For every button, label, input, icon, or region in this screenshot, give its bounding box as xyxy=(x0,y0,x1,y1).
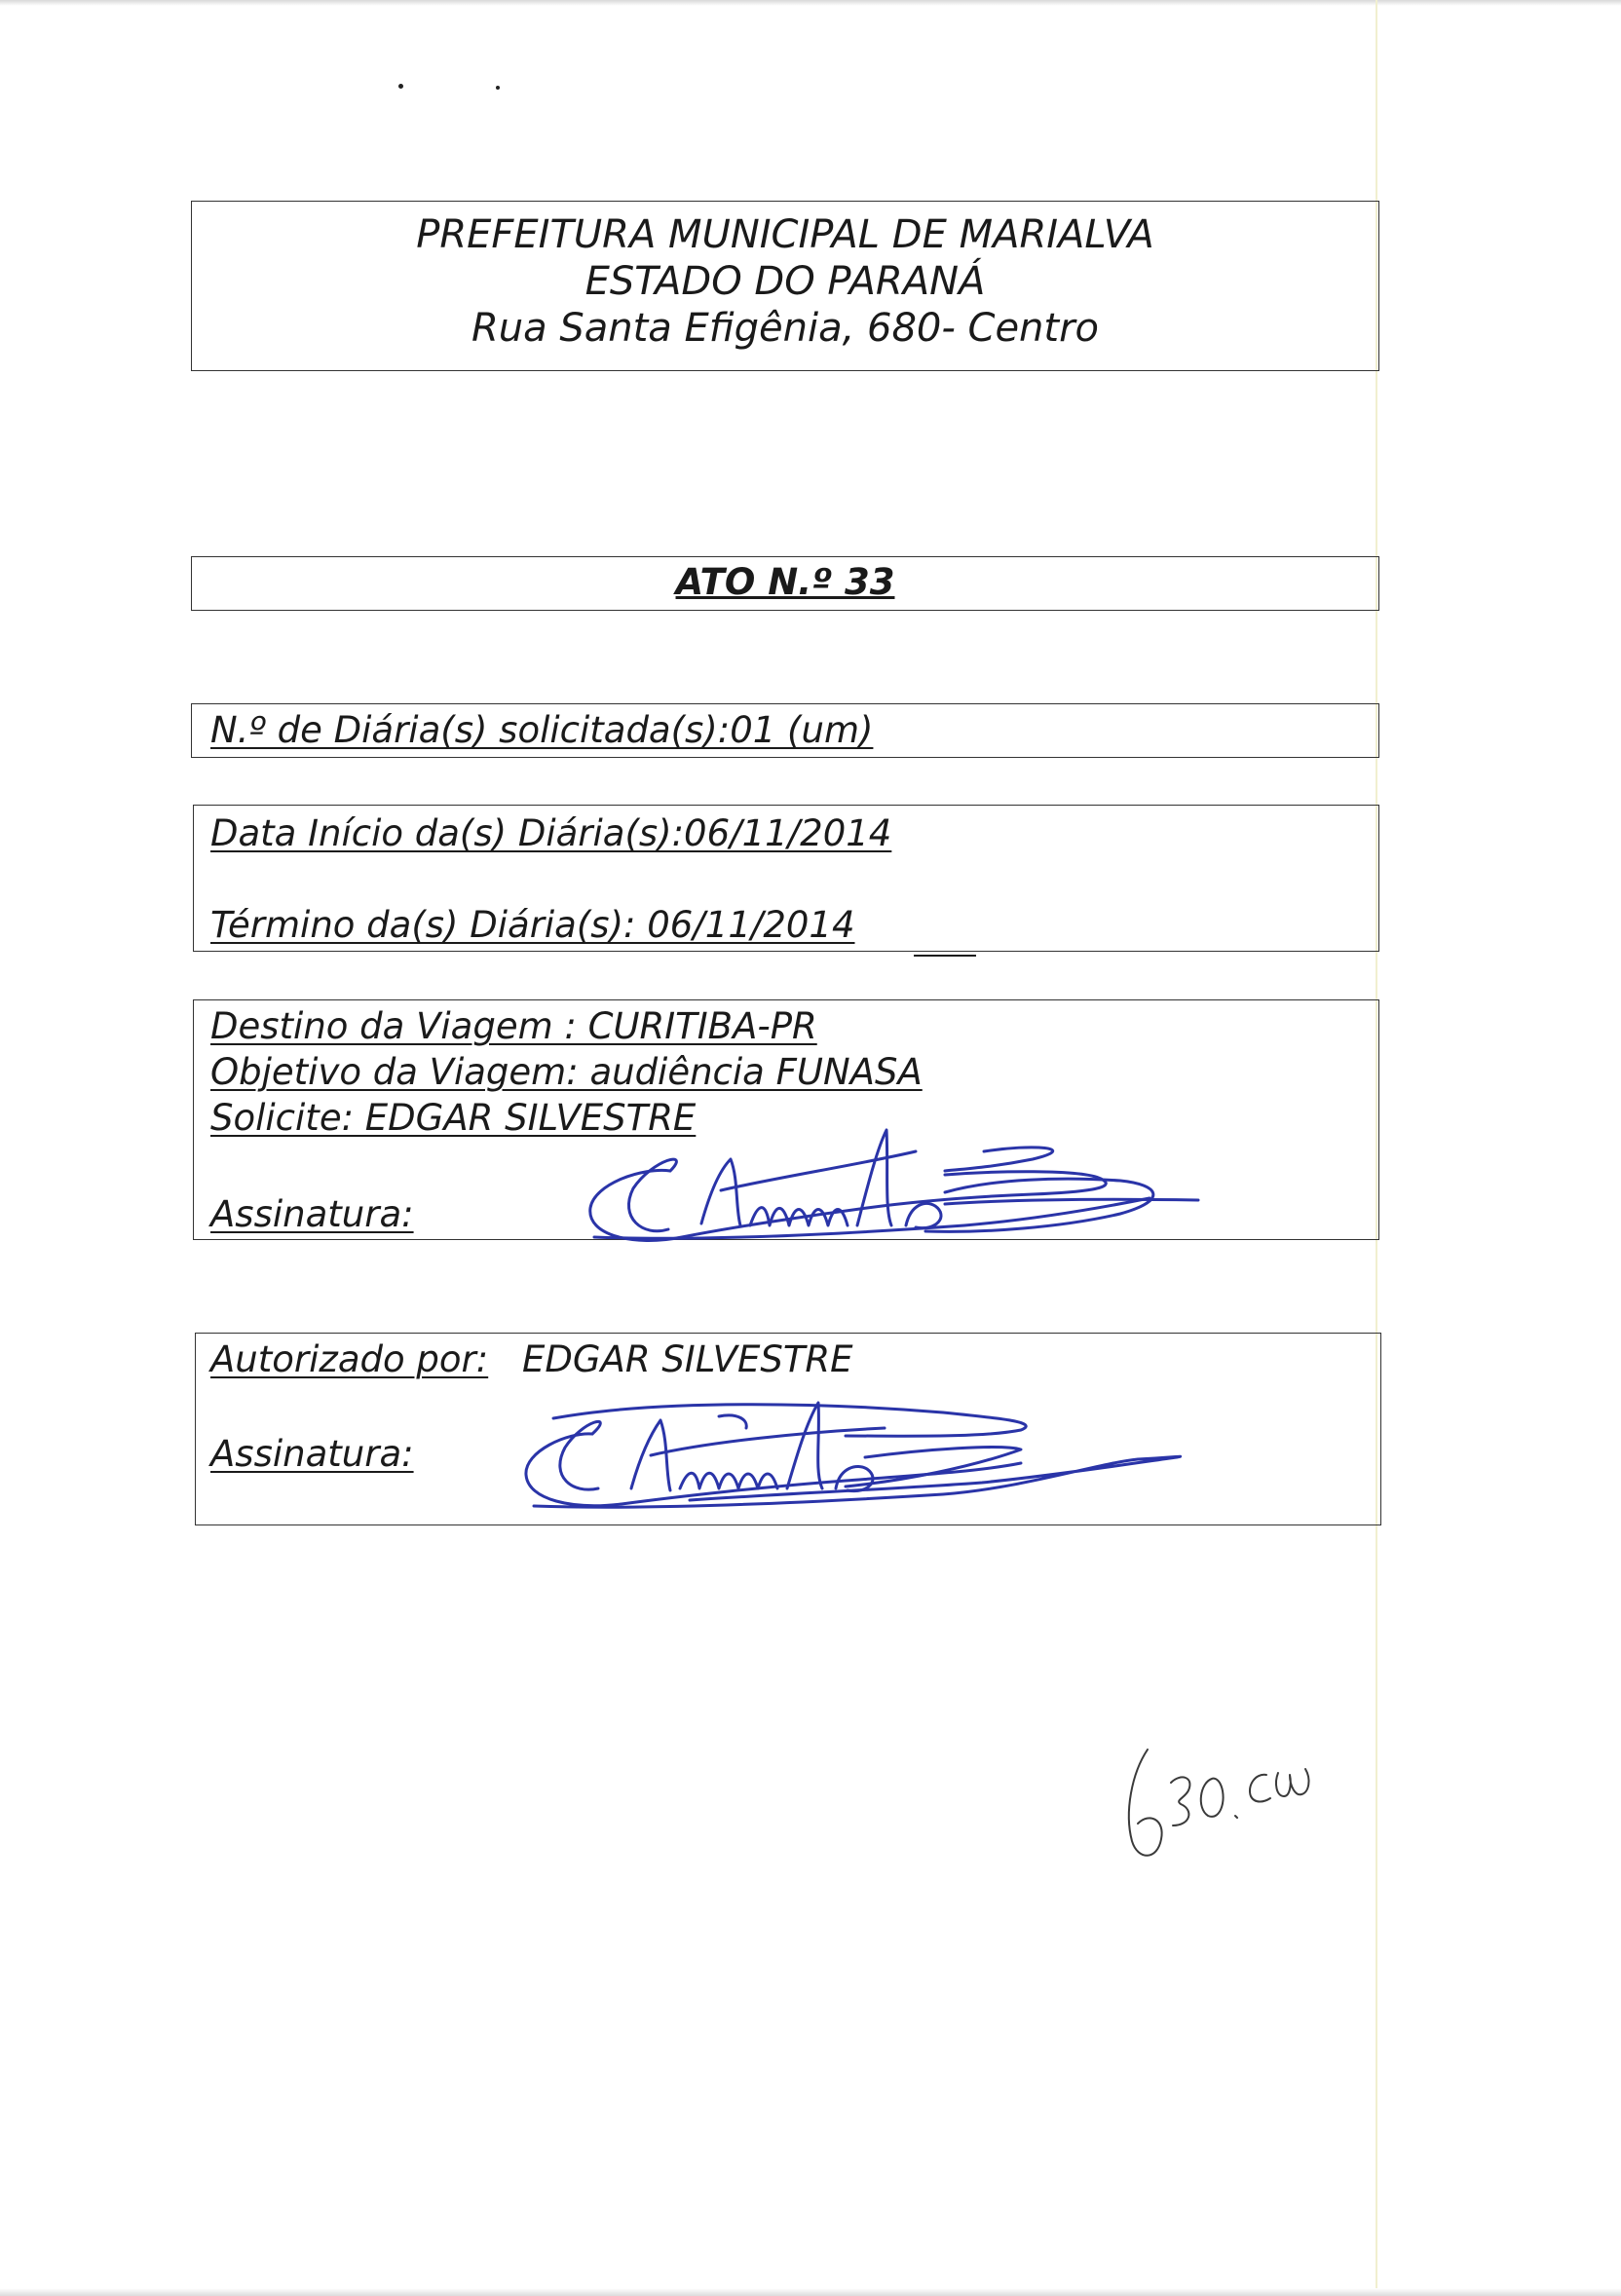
scan-speck xyxy=(398,84,403,89)
requester-signature xyxy=(575,1110,1179,1257)
municipality-title: PREFEITURA MUNICIPAL DE MARIALVA xyxy=(416,212,1154,257)
scan-speck xyxy=(496,86,500,90)
act-number-box xyxy=(191,556,1379,611)
authorized-by-name: EDGAR SILVESTRE xyxy=(522,1338,853,1380)
purpose-text: Objetivo da Viagem: audiência FUNASA xyxy=(210,1051,923,1093)
address-line: Rua Santa Efigênia, 680- Centro xyxy=(471,306,1100,351)
act-number-title: ATO N.º 33 xyxy=(675,561,895,603)
end-date-underline-extension xyxy=(914,955,976,957)
end-date-text: Término da(s) Diária(s): 06/11/2014 xyxy=(210,904,855,946)
authorized-by-label: Autorizado por: xyxy=(210,1338,489,1380)
daily-count-text: N.º de Diária(s) solicitada(s):01 (um) xyxy=(210,709,874,751)
destination-text: Destino da Viagem : CURITIBA-PR xyxy=(210,1005,817,1047)
header-box xyxy=(191,201,1379,371)
scan-bottom-edge xyxy=(0,2288,1621,2296)
signature-label: Assinatura: xyxy=(210,1193,414,1235)
state-title: ESTADO DO PARANÁ xyxy=(584,259,986,304)
scan-top-edge xyxy=(0,0,1621,6)
authorizer-signature xyxy=(514,1374,1196,1520)
handwritten-amount xyxy=(1111,1714,1335,1870)
authorization-signature-label: Assinatura: xyxy=(210,1433,414,1475)
requester-text: Solicite: EDGAR SILVESTRE xyxy=(210,1097,697,1139)
start-date-text: Data Início da(s) Diária(s):06/11/2014 xyxy=(210,812,892,854)
